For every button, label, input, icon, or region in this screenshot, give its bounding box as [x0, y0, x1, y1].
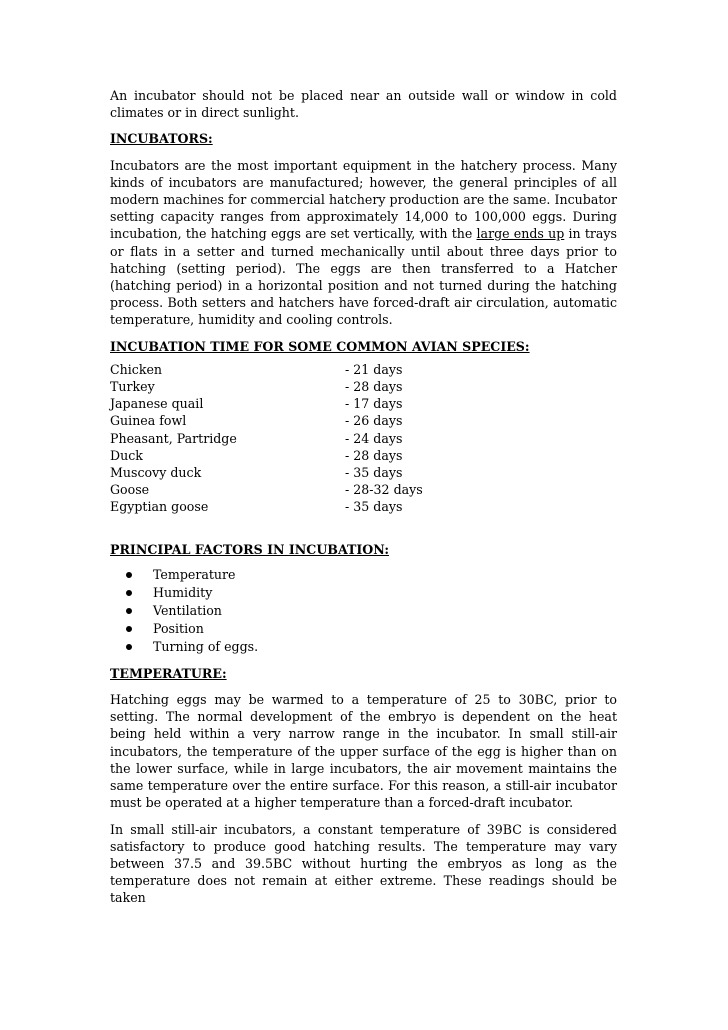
incubators-text-after: in trays or flats in a setter and turned mechanically until about three days prior to hatching (setting period). The eggs are then transferred to a Hatcher (hatching period) in a horizontal position and not turned during the hatching process. Both setters and hatchers have forced-draft air circulation, automatic temperature, humidity and cooling controls.: [110, 226, 617, 328]
bullet-icon: [126, 590, 132, 596]
species-days: - 28 days: [345, 447, 403, 463]
table-row: [110, 447, 423, 464]
species-name: Guinea fowl: [110, 413, 187, 429]
species-days: - 26 days: [345, 413, 403, 429]
bullet-icon: [126, 608, 132, 614]
list-item-label: Position: [153, 620, 204, 636]
list-item: [126, 584, 617, 602]
list-item-label: Humidity: [153, 584, 213, 600]
incubation-time-table: [110, 361, 423, 516]
species-days: - 28 days: [345, 379, 403, 395]
temperature-paragraph-2: In small still-air incubators, a constant temperature of 39BC is considered satisfactory to produce good hatching results. The temperature may vary between 37.5 and 39.5BC without hurting the embryos as long as the temperature does not remain at either extreme. These readings should be taken: [110, 821, 617, 906]
species-name: Goose: [110, 482, 150, 498]
incubators-paragraph: [110, 157, 617, 329]
species-days: - 35 days: [345, 465, 403, 481]
species-days: - 28-32 days: [345, 482, 423, 498]
species-name: Duck: [110, 447, 143, 463]
species-days: - 35 days: [345, 499, 403, 515]
species-name: Turkey: [110, 379, 155, 395]
list-item-label: Turning of eggs.: [153, 638, 259, 654]
table-row: [110, 430, 423, 447]
principal-factors-heading: PRINCIPAL FACTORS IN INCUBATION:: [110, 541, 389, 557]
list-item: [126, 566, 617, 584]
species-days: - 24 days: [345, 430, 403, 446]
temperature-paragraph-1: Hatching eggs may be warmed to a temperature of 25 to 30BC, prior to setting. The normal development of the embryo is dependent on the heat being held within a very narrow range in the incubator. In small still-air incubators, the temperature of the upper surface of the egg is higher than on the lower surface, while in large incubators, the air movement maintains the same temperature over the entire surface. For this reason, a still-air incubator must be operated at a higher temperature than a forced-draft incubator.: [110, 692, 617, 811]
temperature-heading: TEMPERATURE:: [110, 665, 227, 681]
bullet-icon: [126, 626, 132, 632]
list-item: [126, 638, 617, 656]
list-item-label: Temperature: [153, 566, 236, 582]
species-name: Japanese quail: [110, 396, 204, 412]
bullet-icon: [126, 572, 132, 578]
principal-factors-list: [110, 566, 617, 656]
species-days: - 21 days: [345, 361, 403, 377]
list-item: [126, 602, 617, 620]
table-row: [110, 481, 423, 498]
species-days: - 17 days: [345, 396, 403, 412]
species-name: Egyptian goose: [110, 499, 209, 515]
incubators-text-before: Incubators are the most important equipment in the hatchery process. Many kinds of incubators are manufactured; however, the general principles of all modern machines for commercial hatchery production are the same. Incubator setting capacity ranges from approximately 14,000 to 100,000 eggs. During incubation, the hatching eggs are set vertically, with the: [110, 157, 617, 242]
table-row: [110, 464, 423, 481]
list-item: [126, 620, 617, 638]
species-name: Chicken: [110, 361, 163, 377]
large-ends-up-text: large ends up: [476, 226, 565, 242]
bullet-icon: [126, 644, 132, 650]
table-row: [110, 361, 423, 378]
table-row: [110, 395, 423, 412]
incubation-time-heading: INCUBATION TIME FOR SOME COMMON AVIAN SPECIES:: [110, 338, 530, 354]
table-row: [110, 378, 423, 395]
document-page: [110, 87, 617, 907]
intro-paragraph: An incubator should not be placed near an outside wall or window in cold climates or in direct sunlight.: [110, 88, 617, 121]
table-row: [110, 412, 423, 429]
list-item-label: Ventilation: [153, 602, 222, 618]
species-name: Pheasant, Partridge: [110, 430, 237, 446]
species-name: Muscovy duck: [110, 465, 202, 481]
incubators-heading: INCUBATORS:: [110, 131, 213, 147]
table-row: [110, 498, 423, 515]
